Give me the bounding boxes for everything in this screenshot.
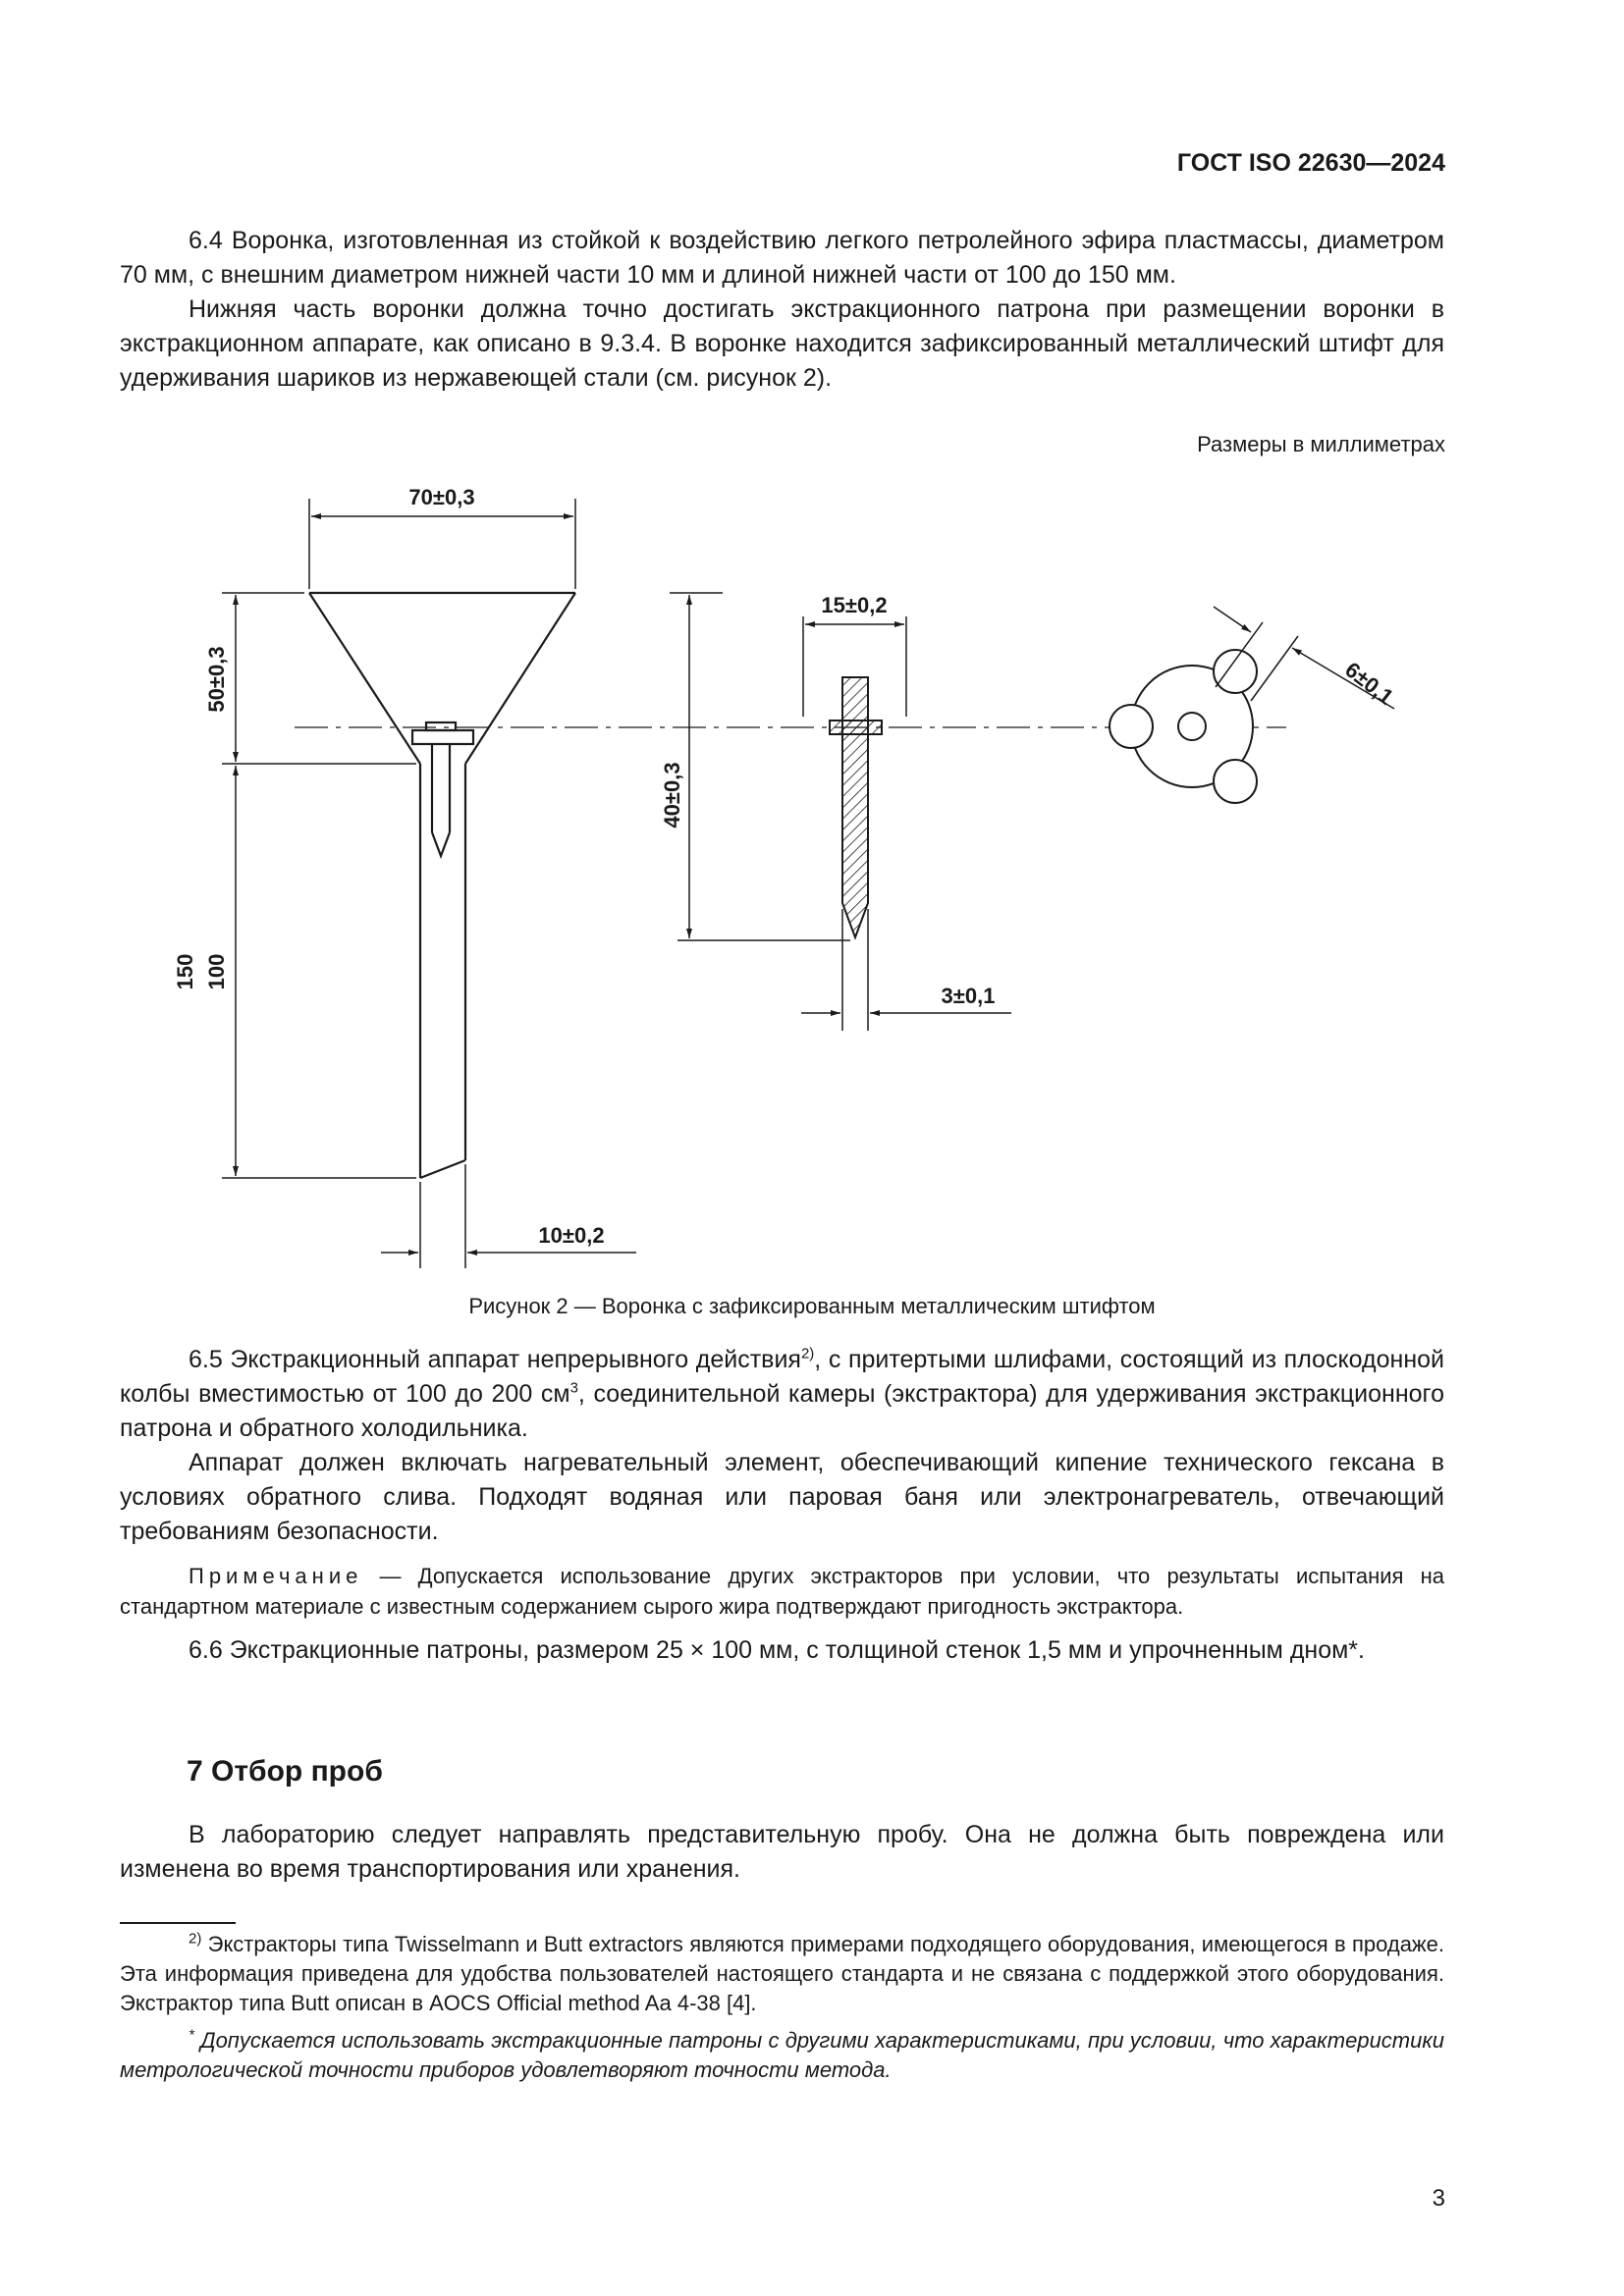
page-number: 3 (1432, 2185, 1445, 2212)
label-pin-length: 40±0,3 (660, 762, 684, 828)
paragraph-6-4: 6.4 Воронка, изготовленная из стойкой к воздействию легкого петролейного эфира пластмассы, диаметром 70 мм, с внешним диаметром нижней части 10 мм и длиной нижней части от 100 до 150 мм. (120, 227, 1444, 289)
footnote-star-text: Допускается использовать экстракционные патроны с другими характеристиками, при условии, что характеристики метрологической точности приборов удовлетворяют точности метода. (120, 2028, 1444, 2082)
figure-caption: Рисунок 2 — Воронка с зафиксированным металлическим штифтом (468, 1294, 1156, 1318)
footnote-2 (120, 1930, 1444, 2018)
paragraph-6-5-part3: , соединительной камеры (экстрактора) для удерживания экстракционного патрона и обратного холодильника. (120, 1380, 1445, 1442)
dimensions-note: Размеры в миллиметрах (1197, 432, 1445, 456)
paragraph-6-5-part2: , с притертыми шлифами, состоящий из плоскодонной колбы вместимостью от 100 до 200 см (120, 1346, 1445, 1408)
paragraph-6-5-part1: 6.5 Экстракционный аппарат непрерывного действия (189, 1346, 801, 1373)
dim-pin-length (670, 593, 850, 940)
pin-detail (830, 677, 882, 937)
footnotes (120, 1930, 1444, 2085)
paragraph-6-6: 6.6 Экстракционные патроны, размером 25 × 100 мм, с толщиной стенок 1,5 мм и упрочненным дном*. (189, 1636, 1365, 1664)
paragraph-6-5 (120, 1343, 1444, 1446)
dim-stem-width (381, 1164, 636, 1268)
label-pin-width: 15±0,2 (821, 593, 888, 617)
section-6-5 (120, 1343, 1444, 1668)
label-pin-diameter: 3±0,1 (941, 984, 996, 1008)
document-header: ГОСТ ISO 22630—2024 (1176, 149, 1445, 177)
section-7-heading: 7 Отбор проб (187, 1755, 383, 1788)
footnote-2-text: Экстракторы типа Twisselmann и Butt extractors являются примерами подходящего оборудования, имеющегося в продаже. Эта информация приведена для удобства пользователей настоящего стандарта и не связана с поддержкой этого оборудования. Экстрактор типа Butt описан в AOCS Official method Aa 4-38 [4]. (120, 1932, 1444, 2015)
dim-stem-length (222, 766, 416, 1178)
note-paragraph (120, 1561, 1444, 1622)
footnote-star (120, 2026, 1444, 2085)
disc-top-view (1110, 650, 1257, 803)
dim-top-width (309, 499, 575, 589)
note-label: Примечание (189, 1564, 363, 1588)
label-stem-100: 100 (204, 953, 229, 990)
note-text: — Допускается использование других экстракторов при условии, что результаты испытания на стандартном материале с известным содержанием сырого жира подтверждают пригодность экстрактора. (120, 1564, 1444, 1619)
section-6-4 (120, 224, 1444, 396)
funnel-drawing (0, 461, 1624, 1286)
section-7 (120, 1818, 1444, 1887)
footnote-divider (120, 1922, 236, 1924)
dim-funnel-height (222, 593, 416, 764)
label-stem-150: 150 (173, 953, 197, 990)
superscript-3: 3 (569, 1379, 578, 1397)
paragraph-6-4-continued: Нижняя часть воронки должна точно достигать экстракционного патрона при размещении воронки в экстракционном аппарате, как описано в 9.3.4. В воронке находится зафиксированный металлический штифт для удерживания шариков из нержавеющей стали (см. рисунок 2). (120, 295, 1444, 392)
label-stem-width: 10±0,2 (538, 1223, 605, 1248)
dim-pin-diameter (801, 909, 1011, 1031)
funnel-outline (309, 593, 575, 1178)
label-top-width: 70±0,3 (408, 485, 475, 509)
paragraph-7: В лабораторию следует направлять представительную пробу. Она не должна быть повреждена или изменена во время транспортирования или хранения. (120, 1821, 1444, 1883)
label-hole-size: 6±0,1 (1340, 657, 1398, 710)
footnote-2-mark: 2) (189, 1930, 202, 1948)
footnote-star-mark: * (189, 2026, 194, 2044)
paragraph-6-5-continued: Аппарат должен включать нагревательный элемент, обеспечивающий кипение технического гексана в условиях обратного слива. Подходят водяная или паровая баня или электронагреватель, отвечающий требованиям безопасности. (120, 1449, 1444, 1545)
footnote-ref-2: 2) (800, 1345, 815, 1362)
label-funnel-height: 50±0,3 (204, 646, 229, 713)
